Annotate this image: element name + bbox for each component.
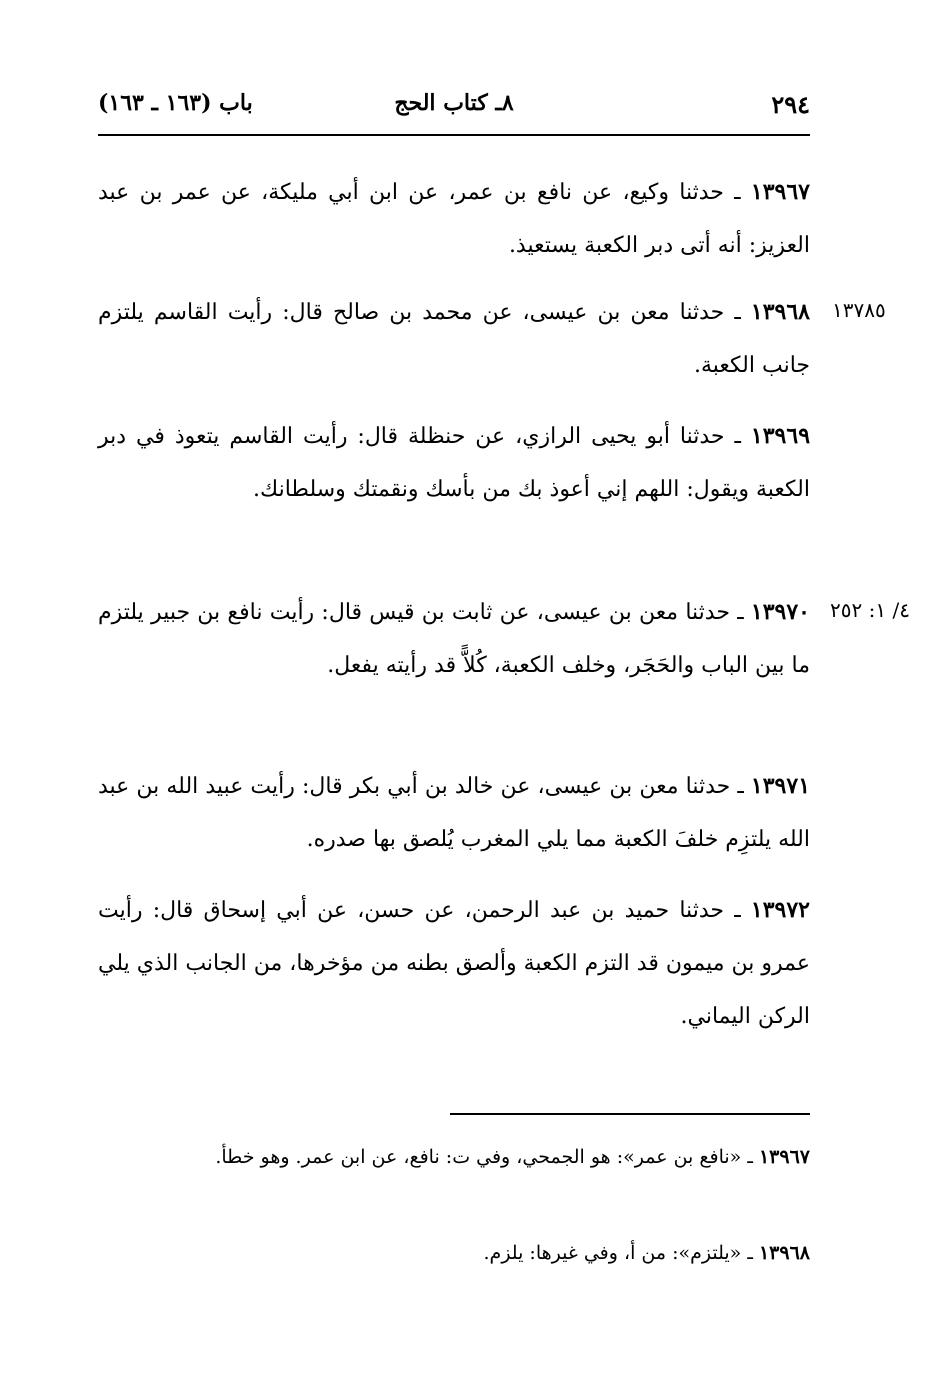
hadith-text: حدثنا حميد بن عبد الرحمن، عن حسن، عن أبي إسحاق قال: رأيت عمرو بن ميمون قد التزم الكعبة وألصق بطنه من مؤخرها، من الجانب الذي يلي الركن اليماني. — [98, 898, 810, 1029]
footnote-text: «نافع بن عمر»: هو الجمحي، وفي ت: نافع، عن ابن عمر. وهو خطأ. — [215, 1146, 742, 1168]
separator-dash: ـ — [734, 180, 741, 205]
footnote-divider — [450, 1113, 810, 1115]
hadith-text: حدثنا معن بن عيسى، عن ثابت بن قيس قال: رأيت نافع بن جبير يلتزم ما بين الباب والحَجَر، وخلف الكعبة، كُلاًّ قد رأيته يفعل. — [98, 600, 810, 678]
hadith-entry — [98, 760, 810, 866]
separator-dash: ـ — [737, 600, 744, 625]
chapter-title: باب (١٦٣ ـ ١٦٣) — [98, 90, 253, 116]
hadith-text: حدثنا أبو يحيى الرازي، عن حنظلة قال: رأيت القاسم يتعوذ في دبر الكعبة ويقول: اللهم إني أعوذ بك من بأسك ونقمتك وسلطانك. — [98, 424, 810, 502]
footnote-entry — [98, 1136, 810, 1178]
book-title: ٨ـ كتاب الحج — [394, 90, 514, 116]
separator-dash: ـ — [734, 424, 741, 449]
footnote-number: ١٣٩٦٨ — [758, 1242, 810, 1264]
page-header — [98, 90, 810, 126]
hadith-number: ١٣٩٦٩ — [750, 423, 811, 449]
footnote-number: ١٣٩٦٧ — [758, 1146, 810, 1168]
hadith-number: ١٣٩٧٠ — [750, 599, 810, 625]
hadith-entry — [98, 586, 810, 692]
hadith-number: ١٣٩٦٨ — [750, 299, 810, 325]
margin-reference: ٤/ ١: ٢٥٢ — [830, 598, 910, 622]
page-number: ٢٩٤ — [771, 90, 810, 119]
header-divider — [98, 134, 810, 136]
separator-dash: ـ — [737, 774, 744, 799]
hadith-number: ١٣٩٧٢ — [750, 897, 810, 923]
hadith-entry — [98, 286, 810, 392]
margin-reference: ١٣٧٨٥ — [832, 298, 886, 322]
separator-dash: ـ — [747, 1242, 753, 1264]
separator-dash: ـ — [747, 1146, 753, 1168]
hadith-number: ١٣٩٧١ — [750, 773, 811, 799]
hadith-entry — [98, 410, 810, 516]
footnote-text: «يلتزم»: من أ، وفي غيرها: يلزم. — [483, 1242, 742, 1264]
hadith-text: حدثنا وكيع، عن نافع بن عمر، عن ابن أبي مليكة، عن عمر بن عبد العزيز: أنه أتى دبر الكعبة يستعيذ. — [98, 180, 810, 258]
footnote-entry — [98, 1232, 810, 1274]
separator-dash: ـ — [734, 300, 741, 325]
hadith-number: ١٣٩٦٧ — [750, 179, 810, 205]
hadith-entry — [98, 884, 810, 1043]
hadith-text: حدثنا معن بن عيسى، عن محمد بن صالح قال: رأيت القاسم يلتزم جانب الكعبة. — [98, 300, 810, 378]
hadith-entry — [98, 166, 810, 272]
separator-dash: ـ — [734, 898, 741, 923]
hadith-text: حدثنا معن بن عيسى، عن خالد بن أبي بكر قال: رأيت عبيد الله بن عبد الله يلتزِم خلفَ الكعبة مما يلي المغرب يُلصق بها صدره. — [98, 774, 810, 852]
